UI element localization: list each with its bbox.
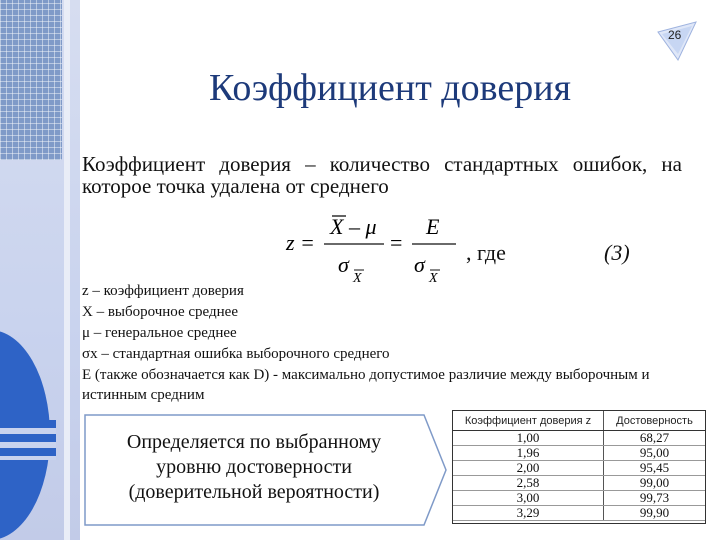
table-header: Достоверность [604, 411, 706, 431]
table-row [453, 506, 705, 521]
table-cell: 99,90 [604, 506, 706, 521]
definitions-list [82, 281, 682, 405]
table-cell: 99,00 [604, 476, 706, 491]
fraction1-subscript: X [353, 271, 362, 286]
slide-title: Коэффициент доверия [208, 67, 572, 109]
confidence-table [452, 410, 706, 524]
definition-item: z – коэффициент доверия [82, 283, 244, 299]
formula-equals: = [390, 230, 403, 255]
formula-lhs: z = [286, 230, 315, 255]
table-cell: 68,27 [604, 431, 706, 446]
table-cell: 2,00 [453, 461, 604, 476]
fraction2-denominator: σ [414, 252, 425, 277]
table-cell: 3,29 [453, 506, 604, 521]
decorative-grid-pattern [0, 0, 62, 160]
intro-text: Коэффициент доверия – количество стандартных ошибок, на которое точка удалена от среднего [82, 152, 682, 198]
decorative-bars [0, 420, 56, 460]
table-cell: 99,73 [604, 491, 706, 506]
formula-number: (3) [604, 240, 630, 265]
fraction1-numerator: X – μ [330, 214, 377, 239]
table-row [453, 491, 705, 506]
callout-text: Определяется по выбранному уровню достоверности (доверительной вероятности) [126, 431, 382, 503]
table-cell: 3,00 [453, 491, 604, 506]
table-cell: 95,00 [604, 446, 706, 461]
definition-item: σx – стандартная ошибка выборочного среднего [82, 346, 390, 362]
table-cell: 1,00 [453, 431, 604, 446]
table-row [453, 476, 705, 491]
decorative-divider [64, 0, 70, 540]
table-cell: 2,58 [453, 476, 604, 491]
fraction1-denominator: σ [338, 252, 349, 277]
slide-number: 26 [668, 28, 682, 42]
table-header: Коэффициент доверия z [453, 411, 604, 431]
definition-item: μ – генеральное среднее [82, 325, 237, 341]
definition-item: E (также обозначается как D) - максимально допустимое различие между выборочным и истинным средним [82, 367, 650, 403]
definition-item: X – выборочное среднее [82, 304, 238, 320]
table-cell: 95,45 [604, 461, 706, 476]
table-row [453, 461, 705, 476]
fraction2-numerator: E [426, 214, 440, 239]
table-cell: 1,96 [453, 446, 604, 461]
table-row [453, 446, 705, 461]
fraction2-subscript: X [429, 271, 438, 286]
table-row [453, 431, 705, 446]
formula-suffix: , где [466, 240, 506, 265]
